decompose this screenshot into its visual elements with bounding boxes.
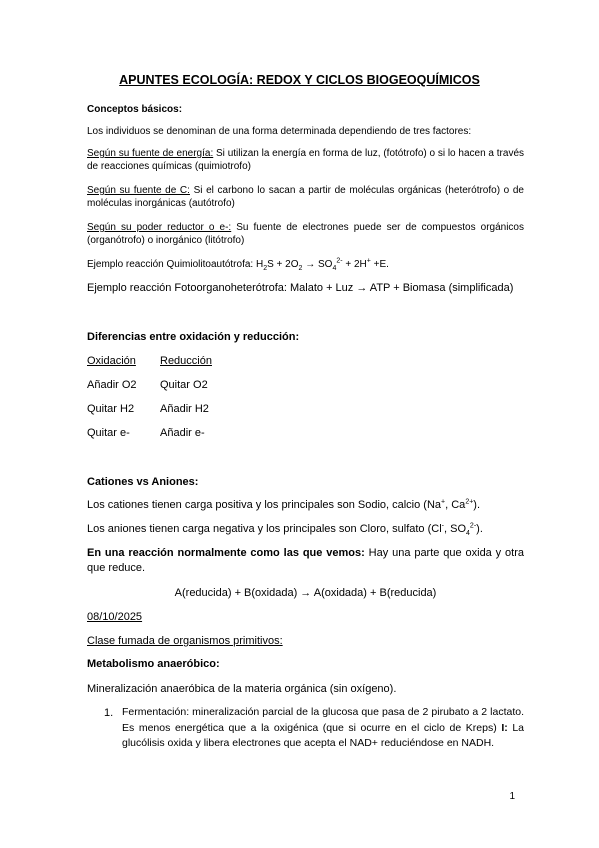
aniones-end: ). bbox=[476, 523, 483, 535]
mineralizacion-text: Mineralización anaeróbica de la materia orgánica (sin oxígeno). bbox=[87, 683, 397, 695]
ejemplo1-mid2: + 2H bbox=[342, 259, 367, 270]
aniones-sup2: 2- bbox=[469, 522, 477, 530]
ejemplo1-sub3: 4 bbox=[332, 265, 337, 272]
page-number: 1 bbox=[509, 791, 515, 802]
carbono-text: Si el carbono lo sacan a partir de moléculas orgánicas (heterótrofo) o de moléculas inorgánicas (autótrofo) bbox=[87, 185, 524, 209]
ejemplo1-mid1: S + 2O bbox=[267, 259, 299, 270]
aniones-line bbox=[87, 523, 524, 536]
row-reduccion: Quitar O2 bbox=[160, 379, 208, 391]
ejemplo1-sub1: 2 bbox=[263, 265, 268, 272]
ejemplo1-end: +E. bbox=[370, 259, 389, 270]
reductor-label: Según su poder reductor o e-: bbox=[87, 222, 232, 233]
list-item-text-a: Fermentación: mineralización parcial de la glucosa que pasa de 2 pirubato a 2 lactato. Es menos energética que a la oxigénica (que si ocurre en el ciclo de Kreps) bbox=[122, 706, 524, 734]
ejemplo1-sub2: 2 bbox=[298, 265, 303, 272]
reaccion-bold: En una reacción normalmente como las que vemos: bbox=[87, 547, 365, 559]
aniones-sub: 4 bbox=[466, 530, 470, 538]
ejemplo-fotoorganoheterotrofa: Ejemplo reacción Fotoorganoheterótrofa: Malato + Luz → ATP + Biomasa (simplificada) bbox=[87, 282, 514, 294]
col-header-reduccion: Reducción bbox=[160, 355, 212, 367]
col-header-oxidacion: Oxidación bbox=[87, 355, 136, 367]
cationes-text: Los cationes tienen carga positiva y los principales son Sodio, calcio (Na bbox=[87, 499, 442, 511]
row-reduccion: Añadir e- bbox=[160, 427, 205, 439]
cationes-mid: , Ca bbox=[445, 499, 466, 511]
cationes-sup2: 2+ bbox=[465, 498, 474, 506]
row-oxidacion: Quitar e- bbox=[87, 427, 130, 439]
reaccion-paragraph bbox=[87, 546, 524, 576]
ejemplo1-sup4: + bbox=[366, 257, 371, 265]
row-oxidacion: Quitar H2 bbox=[87, 403, 135, 415]
list-item-text-b: La glucólisis oxida y libera electrones que acepta el NAD+ reduciéndose en NADH. bbox=[122, 721, 524, 749]
section-heading-diferencias: Diferencias entre oxidación y reducción: bbox=[87, 331, 300, 343]
ejemplo1-arrow: → SO bbox=[302, 259, 333, 270]
list-number: 1. bbox=[104, 707, 114, 719]
aniones-text: Los aniones tienen carga negativa y los principales son Cloro, sulfato (Cl bbox=[87, 523, 442, 535]
list-item-bold: I: bbox=[501, 721, 508, 734]
metabolismo-heading: Metabolismo anaeróbico: bbox=[87, 658, 220, 670]
energia-text: Si utilizan la energía en forma de luz, (fotótrofo) o si lo hacen a través de reacciones químicas (quimiotrofo) bbox=[87, 148, 525, 172]
energia-label: Según su fuente de energía: bbox=[87, 148, 214, 159]
ejemplo1-sup3: 2- bbox=[336, 257, 343, 265]
section-heading-conceptos: Conceptos básicos: bbox=[87, 104, 183, 115]
aniones-sup1: - bbox=[441, 522, 444, 530]
ejemplo1-prefix: Ejemplo reacción Quimiolitoautótrofa: H bbox=[87, 259, 264, 270]
carbono-label: Según su fuente de C: bbox=[87, 185, 190, 196]
intro-text: Los individuos se denominan de una forma determinada dependiendo de tres factores: bbox=[87, 126, 472, 137]
document-title: APUNTES ECOLOGÍA: REDOX Y CICLOS BIOGEOQUÍMICOS bbox=[119, 73, 480, 87]
list-item bbox=[122, 705, 524, 752]
reaccion-text: Hay una parte que oxida y otra que reduce. bbox=[87, 547, 525, 574]
cationes-end: ). bbox=[473, 499, 481, 511]
date: 08/10/2025 bbox=[87, 611, 143, 623]
ejemplo-quimiolitoautotrofa bbox=[87, 258, 524, 271]
class-title: Clase fumada de organismos primitivos: bbox=[87, 635, 283, 647]
paragraph-carbono bbox=[87, 184, 524, 210]
cationes-sup1: + bbox=[441, 498, 446, 506]
paragraph-energia bbox=[87, 147, 524, 173]
section-heading-cationes: Cationes vs Aniones: bbox=[87, 476, 199, 488]
row-oxidacion: Añadir O2 bbox=[87, 379, 137, 391]
row-reduccion: Añadir H2 bbox=[160, 403, 209, 415]
cationes-line bbox=[87, 499, 524, 512]
reaction-equation: A(reducida) + B(oxidada) → A(oxidada) + B(reducida) bbox=[174, 587, 437, 599]
paragraph-reductor bbox=[87, 221, 524, 247]
reductor-text: Su fuente de electrones puede ser de compuestos orgánicos (organótrofo) o inorgánico (litótrofo) bbox=[87, 222, 524, 246]
aniones-mid: , SO bbox=[444, 523, 467, 535]
